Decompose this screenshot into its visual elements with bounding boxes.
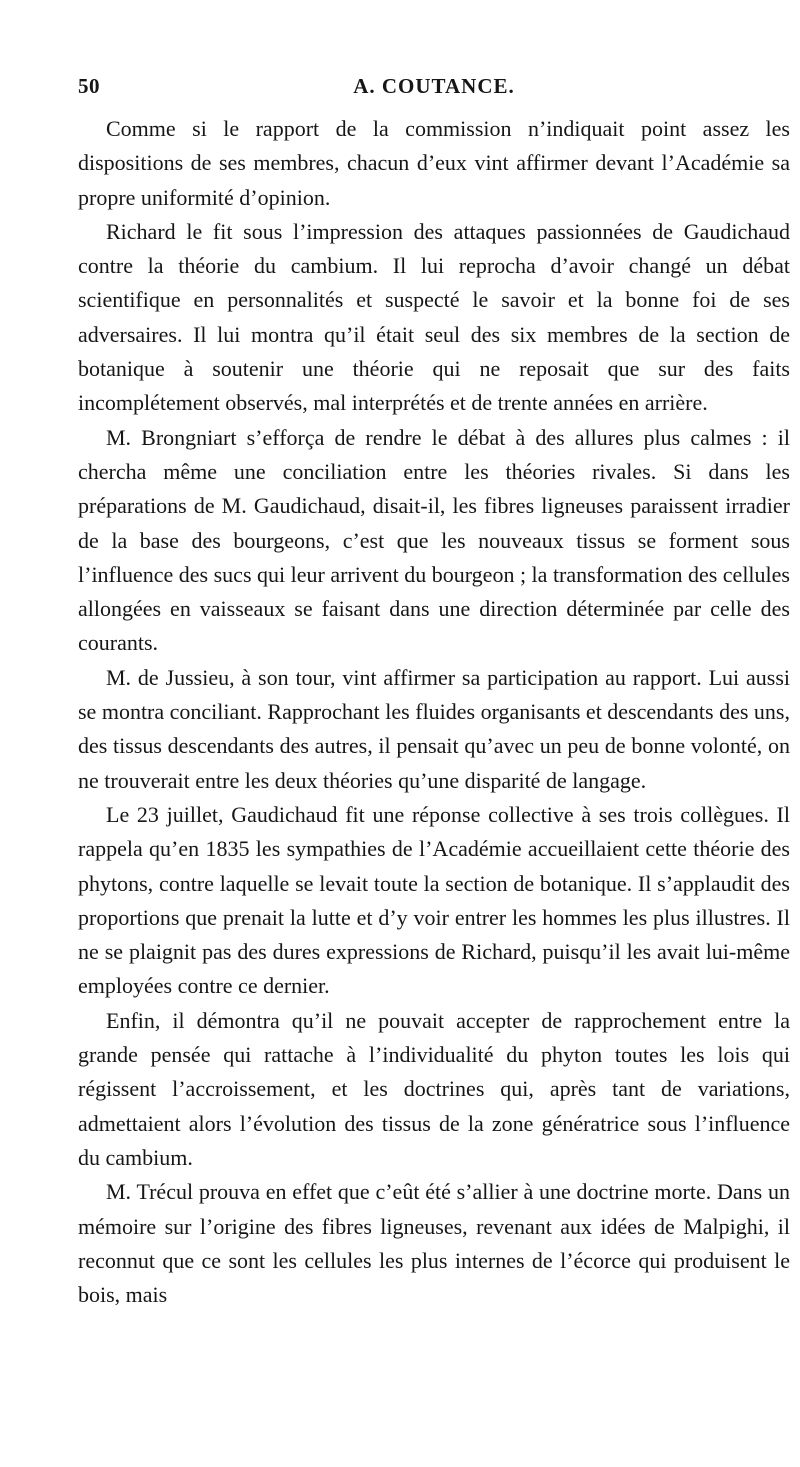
paragraph: M. Brongniart s’efforça de rendre le débat à des allures plus calmes : il chercha même une conciliation entre les théories rivales. Si dans les préparations de M. Gaudichaud, disait-il, les fibres ligneuses paraissent irradier de la base des bourgeons, c’est que les nouveaux tissus se forment sous l’influence des sucs qui leur arrivent du bourgeon ; la transformation des cellules allongées en vaisseaux se faisant dans une direction déterminée par celle des courants. bbox=[78, 424, 790, 656]
paragraph: M. de Jussieu, à son tour, vint affirmer sa participation au rapport. Lui aussi se montra conciliant. Rapprochant les fluides organisants et descendants des uns, des tissus descendants des autres, il pensait qu’avec un peu de bonne volonté, on ne trouverait entre les deux théories qu’une disparité de langage. bbox=[78, 664, 790, 793]
page-header bbox=[78, 74, 790, 104]
page-number: 50 bbox=[78, 74, 100, 98]
paragraph: Enfin, il démontra qu’il ne pouvait accepter de rapprochement entre la grande pensée qui rattache à l’individualité du phyton toutes les lois qui régissent l’accroissement, et les doctrines qui, après tant de variations, admettaient alors l’évolution des tissus de la zone génératrice sous l’influence du cambium. bbox=[78, 1007, 790, 1170]
paragraph: Le 23 juillet, Gaudichaud fit une réponse collective à ses trois collègues. Il rappela qu’en 1835 les sympathies de l’Académie accueillaient cette théorie des phytons, contre laquelle se levait toute la section de botanique. Il s’applaudit des proportions que prenait la lutte et d’y voir entrer les hommes les plus illustres. Il ne se plaignit pas des dures expressions de Richard, puisqu’il les avait lui-même employées contre ce dernier. bbox=[78, 801, 790, 999]
paragraph: M. Trécul prouva en effet que c’eût été s’allier à une doctrine morte. Dans un mémoire sur l’origine des fibres ligneuses, revenant aux idées de Malpighi, il reconnut que ce sont les cellules les plus internes de l’écorce qui produisent le bois, mais bbox=[78, 1179, 790, 1308]
paragraph: Richard le fit sous l’impression des attaques passionnées de Gaudichaud contre la théorie du cambium. Il lui reprocha d’avoir changé un débat scientifique en personnalités et suspecté le savoir et la bonne foi de ses adversaires. Il lui montra qu’il était seul des six membres de la section de botanique à soutenir une théorie qui ne reposait que sur des faits incomplétement observés, mal interprétés et de trente années en arrière. bbox=[78, 218, 790, 416]
paragraph: Comme si le rapport de la commission n’indiquait point assez les dispositions de ses membres, chacun d’eux vint affirmer devant l’Académie sa propre uniformité d’opinion. bbox=[78, 116, 790, 210]
running-head: A. COUTANCE. bbox=[353, 74, 515, 98]
body-text bbox=[78, 112, 790, 1312]
